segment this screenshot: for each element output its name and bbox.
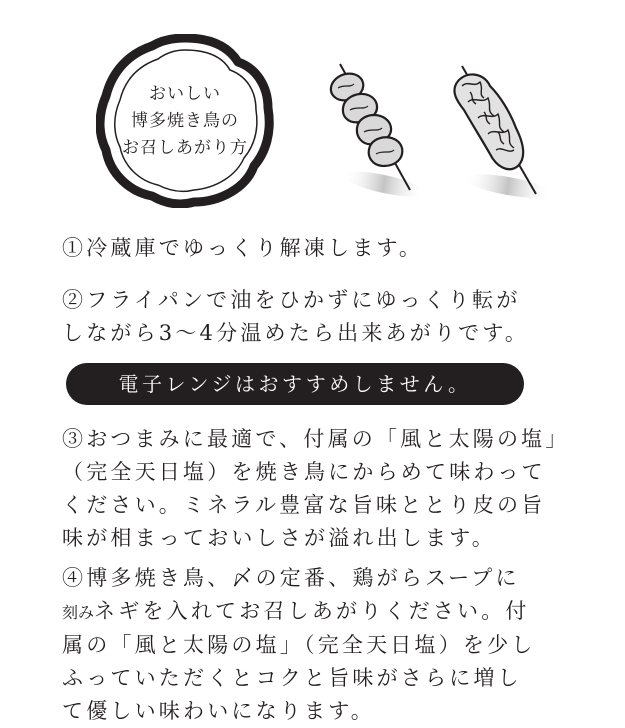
chicken-skewer-illustration: [318, 58, 428, 208]
step-4-line-1: ④博多焼き鳥、〆の定番、鶏がらスープに: [62, 566, 520, 590]
step-3: [62, 423, 582, 555]
skin-skewer-illustration: [440, 62, 552, 212]
step-4-line-5: て優しい味わいになります。: [62, 699, 375, 723]
step-2-line-2: しながら3〜4分温めたら出来あがりです。: [62, 321, 530, 345]
step-2-line-1: ②フライパンで油をひかずにゆっくり転が: [62, 288, 521, 312]
badge-line-3: お召しあがり方: [122, 137, 248, 158]
skin-skewer-icon: [440, 62, 552, 212]
step-4-line-3: 属の「風と太陽の塩」（完全天日塩）を少し: [62, 633, 536, 657]
step-4-line-2-small: 刻み: [62, 603, 95, 622]
step-1-line-1: ①冷蔵庫でゆっくり解凍します。: [62, 236, 424, 260]
step-2: [62, 284, 582, 350]
step-3-line-4: 味が相まっておいしさが溢れ出します。: [62, 526, 496, 550]
badge-text: [96, 34, 274, 208]
step-3-line-2: （完全天日塩）を焼き鳥にからめて味わって: [62, 460, 546, 484]
header: [0, 0, 625, 232]
step-4-line-2-rest: ネギを入れてお召しあがりください。付: [94, 599, 530, 623]
badge-line-2: 博多焼き鳥の: [131, 110, 239, 131]
step-1: [62, 232, 582, 265]
microwave-warning-banner: 電子レンジはおすすめしません。: [66, 363, 524, 405]
step-3-line-1: ③おつまみに最適で、付属の「風と太陽の塩」: [62, 427, 570, 451]
title-badge: [96, 34, 274, 208]
step-3-line-3: ください。ミネラル豊富な旨味ととり皮の旨: [62, 493, 546, 517]
badge-line-1: おいしい: [149, 83, 221, 104]
step-4-line-2: [62, 595, 582, 629]
chicken-skewer-icon: [318, 58, 428, 208]
step-4-line-4: ふっていただくとコクと旨味がさらに増し: [62, 666, 522, 690]
step-4: [62, 562, 582, 728]
